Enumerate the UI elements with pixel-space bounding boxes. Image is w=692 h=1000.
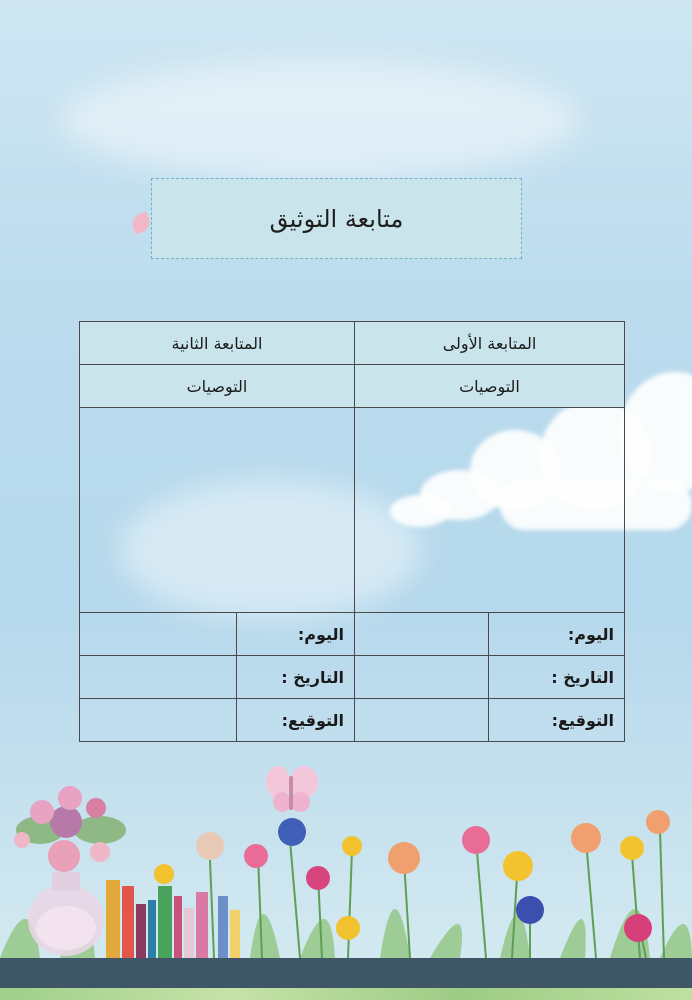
footer-grass xyxy=(0,988,692,1000)
flower-meadow-illustration xyxy=(0,760,692,958)
page-title: متابعة التوثيق xyxy=(269,204,404,233)
second-day-field[interactable] xyxy=(80,613,237,656)
books-icon xyxy=(106,880,240,958)
second-recommendations-heading: التوصيات xyxy=(80,365,355,408)
first-signature-label: التوقيع: xyxy=(489,699,625,742)
second-date-label: التاريخ : xyxy=(237,656,355,699)
vase-icon xyxy=(28,872,104,956)
bouquet-icon xyxy=(14,786,126,872)
first-followup-heading: المتابعة الأولى xyxy=(355,322,625,365)
title-box xyxy=(151,178,522,259)
second-date-field[interactable] xyxy=(80,656,237,699)
first-day-label: اليوم: xyxy=(489,613,625,656)
first-date-field[interactable] xyxy=(355,656,489,699)
first-recommendations-area[interactable] xyxy=(355,408,625,613)
first-recommendations-heading: التوصيات xyxy=(355,365,625,408)
second-signature-field[interactable] xyxy=(80,699,237,742)
footer-bar xyxy=(0,958,692,988)
second-recommendations-area[interactable] xyxy=(80,408,355,613)
second-day-label: اليوم: xyxy=(237,613,355,656)
first-date-label: التاريخ : xyxy=(489,656,625,699)
second-followup-heading: المتابعة الثانية xyxy=(80,322,355,365)
second-signature-label: التوقيع: xyxy=(237,699,355,742)
follow-up-table xyxy=(79,321,625,742)
first-signature-field[interactable] xyxy=(355,699,489,742)
butterfly-icon xyxy=(266,766,318,812)
first-day-field[interactable] xyxy=(355,613,489,656)
